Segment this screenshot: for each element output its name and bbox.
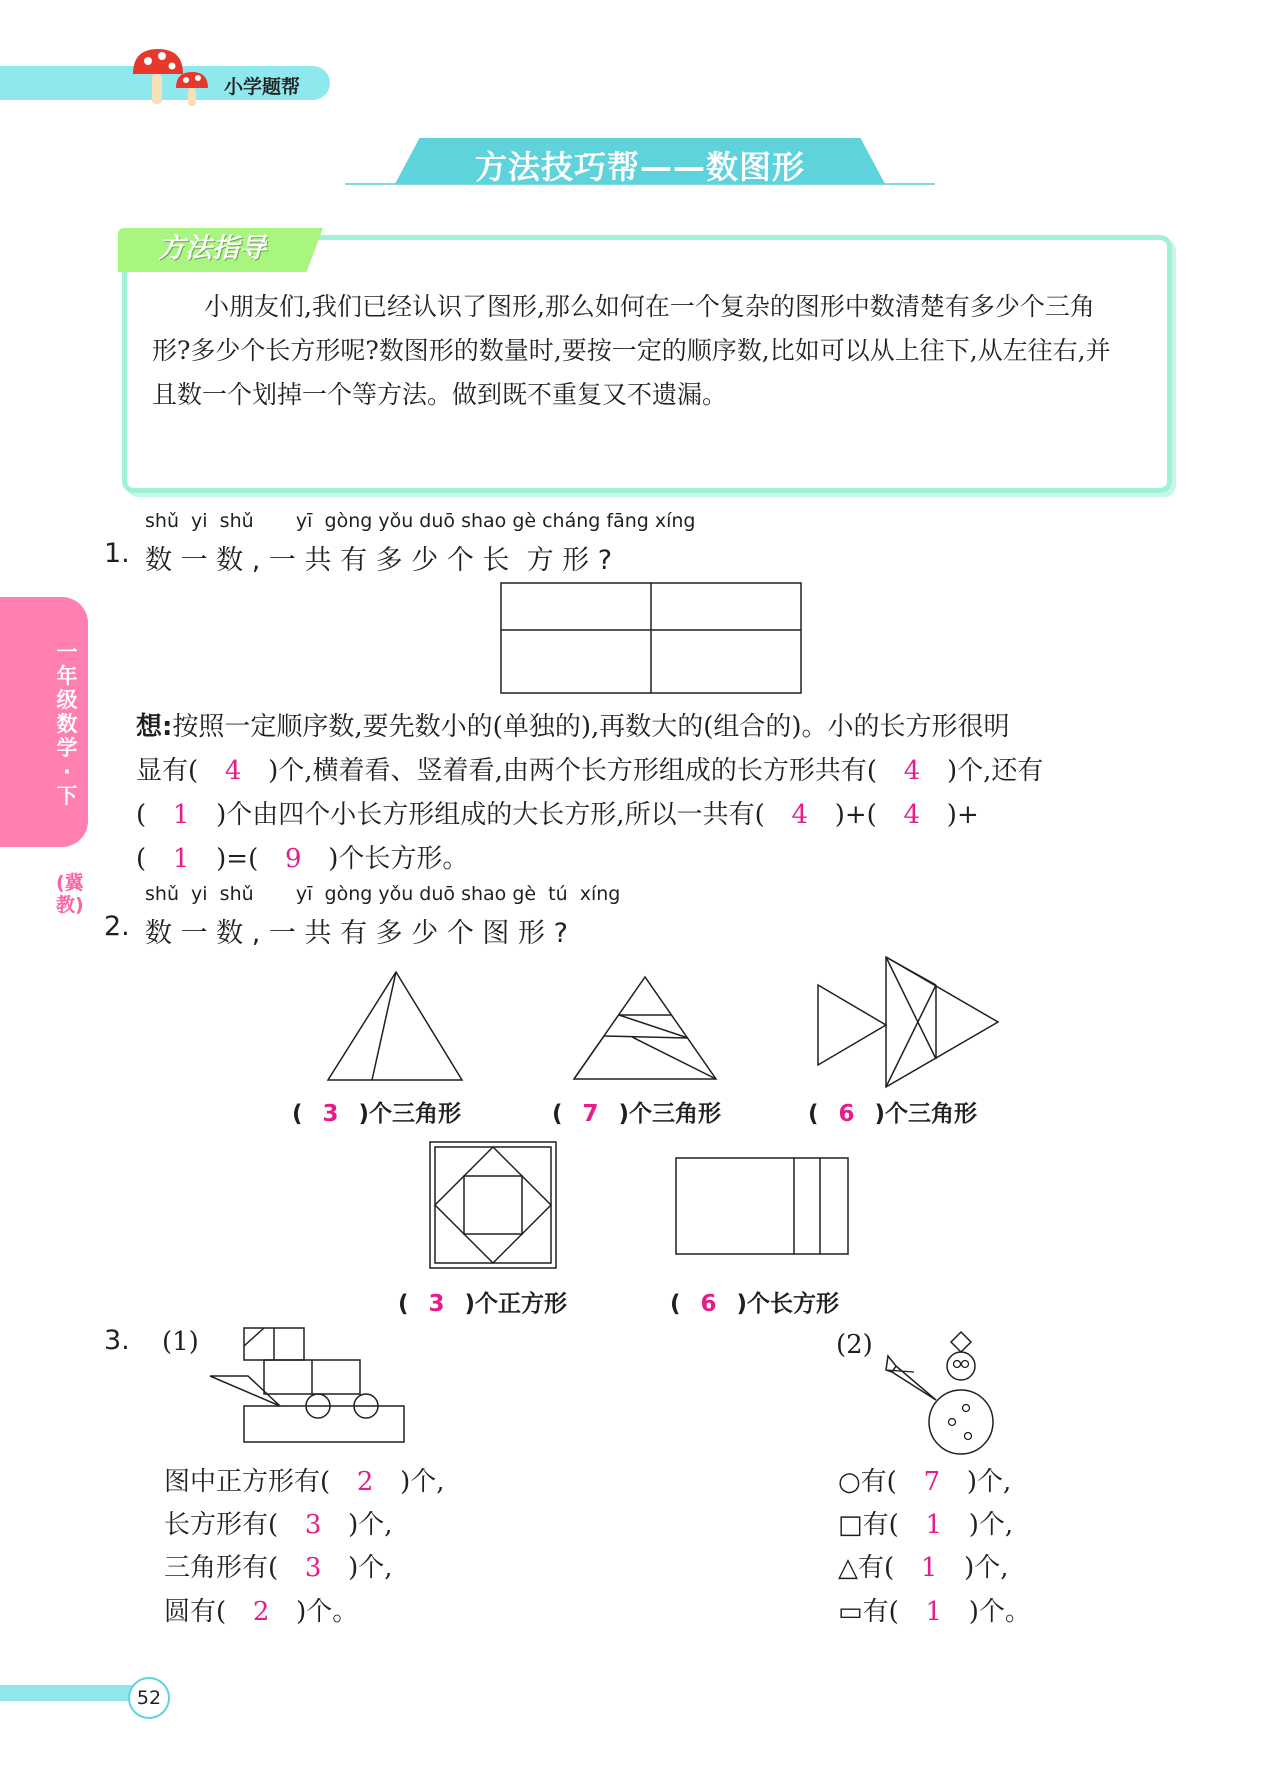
header-brand: 小学题帮 bbox=[224, 76, 301, 98]
q1-text: )个由四个小长方形组成的大长方形,所以一共有( bbox=[216, 800, 765, 830]
q1-pinyin: shǔ yi shǔ yī gòng yǒu duō shao gè cháng fāng xíng bbox=[145, 510, 696, 532]
caption-paren: ( bbox=[670, 1291, 681, 1317]
q3-part1-answer-squares: 2 bbox=[356, 1467, 374, 1497]
q2-caption-4 bbox=[398, 1285, 567, 1318]
caption-paren: ( bbox=[808, 1101, 819, 1127]
q2-answer-3: 6 bbox=[838, 1101, 855, 1127]
q1-answer-small: 4 bbox=[224, 756, 242, 786]
page-number: 52 bbox=[128, 1677, 170, 1719]
q3-text: )个, bbox=[968, 1510, 1014, 1540]
q3-part2-answer-triangles: 1 bbox=[920, 1553, 938, 1583]
q2-figure-rectangles bbox=[674, 1156, 850, 1256]
q1-think-line-3 bbox=[136, 793, 979, 837]
q3-part1-label: (1) bbox=[162, 1327, 199, 1357]
q1-answer-sum3: 1 bbox=[172, 844, 190, 874]
q3-text: 长方形有( bbox=[164, 1510, 279, 1540]
q3-text: )个, bbox=[348, 1510, 393, 1540]
q3-text: 圆有( bbox=[164, 1597, 227, 1627]
q1-answer-double: 4 bbox=[903, 756, 921, 786]
footer-bar bbox=[0, 1685, 138, 1701]
q3-text: )个。 bbox=[968, 1597, 1031, 1627]
q3-part2-answer-circles: 7 bbox=[923, 1467, 941, 1497]
caption-paren: ( bbox=[398, 1291, 409, 1317]
q2-caption-2 bbox=[552, 1095, 721, 1128]
q3-part2-snowman-figure bbox=[884, 1330, 1004, 1456]
q1-rectangle-grid-figure bbox=[500, 582, 802, 694]
q1-text: )个,还有 bbox=[946, 756, 1044, 786]
q3-text: 三角形有( bbox=[164, 1553, 279, 1583]
q3-text: )个, bbox=[964, 1553, 1009, 1583]
q3-part1-answer-triangles: 3 bbox=[304, 1553, 322, 1583]
q1-think-line-4 bbox=[136, 837, 468, 881]
caption-text: )个三角形 bbox=[358, 1101, 462, 1127]
q2-caption-5 bbox=[670, 1285, 839, 1318]
q1-text: ( bbox=[136, 800, 147, 830]
side-tab-edition: (冀教) bbox=[56, 872, 84, 916]
q1-think-line-2 bbox=[136, 749, 1043, 793]
q3-text: )个, bbox=[348, 1553, 393, 1583]
q3-part1-answer-rectangles: 3 bbox=[304, 1510, 322, 1540]
caption-paren: ( bbox=[292, 1101, 303, 1127]
q1-think-label: 想: bbox=[136, 712, 173, 742]
method-guide-text: 小朋友们,我们已经认识了图形,那么如何在一个复杂的图形中数清楚有多少个三角形?多少个长方形呢?数图形的数量时,要按一定的顺序数,比如可以从上往下,从左往右,并且数一个划掉一个等方法。做到既不重复又不遗漏。 bbox=[152, 292, 1111, 409]
q1-text: )+( bbox=[834, 800, 877, 830]
q3-part1-answer-circles: 2 bbox=[252, 1597, 270, 1627]
q3-text: □有( bbox=[838, 1510, 899, 1540]
q3-text: )个。 bbox=[296, 1597, 359, 1627]
q2-number: 2. bbox=[104, 911, 130, 942]
q3-part1-line-4 bbox=[164, 1590, 358, 1634]
q1-think-text-1: 按照一定顺序数,要先数小的(单独的),再数大的(组合的)。小的长方形很明 bbox=[172, 712, 1010, 742]
caption-text: )个正方形 bbox=[464, 1291, 568, 1317]
q3-part1-ship-figure bbox=[208, 1326, 408, 1450]
q2-figure-triangle-a bbox=[326, 970, 466, 1082]
q3-part2-line-3 bbox=[838, 1546, 1009, 1590]
q3-part2-line-4 bbox=[838, 1590, 1031, 1634]
q1-answer-sum2: 4 bbox=[903, 800, 921, 830]
q2-caption-1 bbox=[292, 1095, 461, 1128]
q1-text: 显有( bbox=[136, 756, 199, 786]
q3-text: △有( bbox=[838, 1553, 895, 1583]
q1-text: )=( bbox=[216, 844, 259, 874]
q3-text: ▭有( bbox=[838, 1597, 899, 1627]
q3-number: 3. bbox=[104, 1325, 130, 1356]
q2-answer-1: 3 bbox=[322, 1101, 339, 1127]
q3-text: 图中正方形有( bbox=[164, 1467, 331, 1497]
q3-part2-answer-rectangles: 1 bbox=[925, 1597, 942, 1627]
q3-part1-line-1 bbox=[164, 1460, 445, 1504]
q1-number: 1. bbox=[104, 538, 130, 569]
q1-text: )个长方形。 bbox=[328, 844, 469, 874]
caption-text: )个三角形 bbox=[874, 1101, 978, 1127]
q2-figure-triangle-b bbox=[572, 975, 718, 1081]
q3-text: )个, bbox=[400, 1467, 445, 1497]
q3-text: ○有( bbox=[838, 1467, 897, 1497]
method-guide-tag-label: 方法指导 bbox=[158, 233, 266, 264]
q3-part1-line-3 bbox=[164, 1546, 393, 1590]
q1-think-line-1 bbox=[136, 705, 1010, 749]
page-title: 方法技巧帮——数图形 bbox=[474, 148, 805, 186]
q1-answer-big: 1 bbox=[172, 800, 190, 830]
q2-answer-4: 3 bbox=[428, 1291, 445, 1317]
q1-question: 数 一 数 , 一 共 有 多 少 个 长 方 形 ? bbox=[145, 545, 613, 576]
caption-paren: ( bbox=[552, 1101, 563, 1127]
q2-answer-2: 7 bbox=[582, 1101, 599, 1127]
q1-text: ( bbox=[136, 844, 147, 874]
caption-text: )个三角形 bbox=[618, 1101, 722, 1127]
caption-text: )个长方形 bbox=[736, 1291, 840, 1317]
q2-answer-5: 6 bbox=[700, 1291, 717, 1317]
q3-part2-answer-squares: 1 bbox=[925, 1510, 942, 1540]
q2-question: 数 一 数 , 一 共 有 多 少 个 图 形 ? bbox=[145, 918, 568, 949]
mushroom-icon bbox=[128, 44, 228, 114]
q3-part2-line-1 bbox=[838, 1460, 1011, 1504]
q3-part1-line-2 bbox=[164, 1503, 393, 1547]
side-tab-label: 一年级数学·下 bbox=[56, 640, 78, 808]
q1-text: )+ bbox=[946, 800, 979, 830]
q3-text: )个, bbox=[966, 1467, 1012, 1497]
q1-text: )个,横着看、竖着看,由两个长方形组成的长方形共有( bbox=[268, 756, 877, 786]
q3-part2-line-2 bbox=[838, 1503, 1013, 1547]
q2-caption-3 bbox=[808, 1095, 977, 1128]
q2-figure-nested-squares bbox=[428, 1140, 558, 1270]
q1-answer-total: 9 bbox=[284, 844, 302, 874]
q2-figure-fish bbox=[816, 955, 1000, 1089]
q3-part2-label: (2) bbox=[836, 1330, 873, 1360]
q1-answer-sum1: 4 bbox=[791, 800, 808, 830]
q2-pinyin: shǔ yi shǔ yī gòng yǒu duō shao gè tú xíng bbox=[145, 883, 621, 905]
